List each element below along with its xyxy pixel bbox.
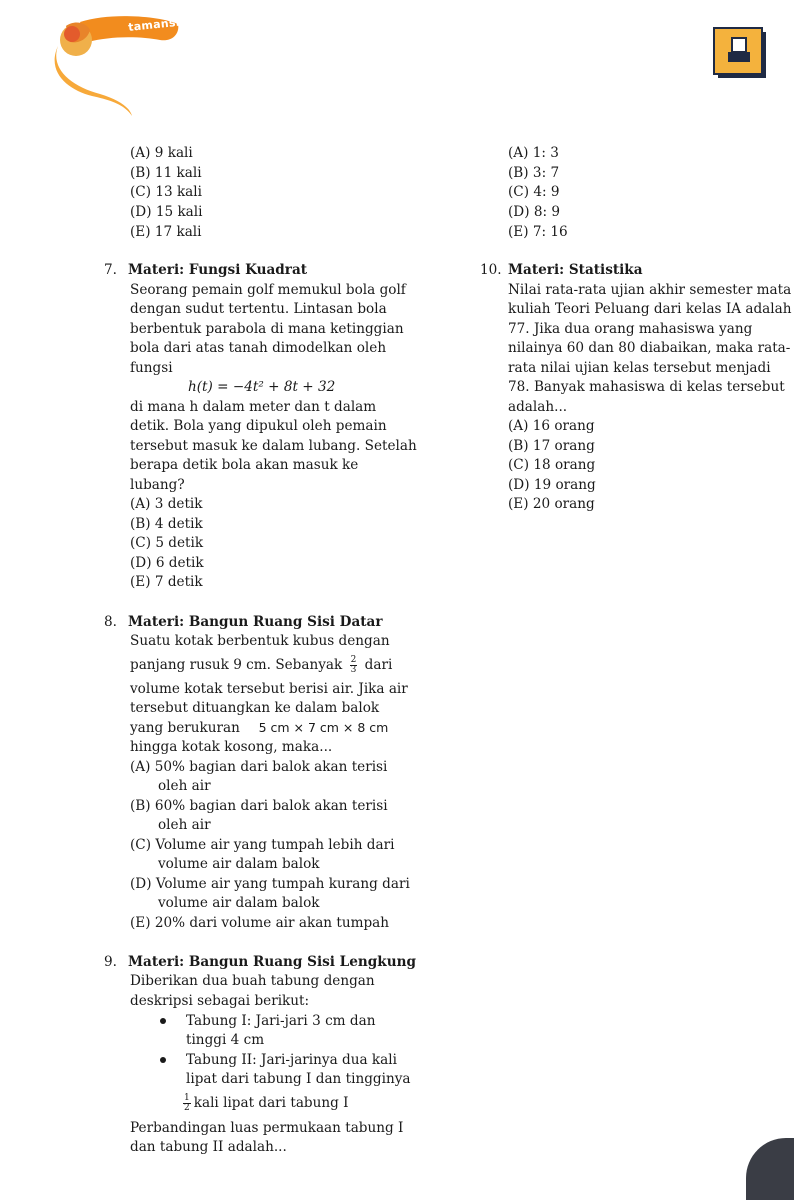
bullet-icon <box>160 1057 166 1063</box>
q8-line-2b: dari <box>364 657 393 673</box>
q8-line-4: tersebut dituangkan ke dalam balok <box>130 700 380 716</box>
q8-option-c[interactable]: (C) Volume air yang tumpah lebih dari <box>130 837 395 853</box>
q8-option-c-cont: volume air dalam balok <box>158 856 320 872</box>
q10-number: 10. <box>480 262 502 278</box>
q10-line-6: 78. Banyak mahasiswa di kelas tersebut <box>508 379 785 395</box>
q7-line-4: bola dari atas tanah dimodelkan oleh <box>130 340 387 356</box>
q8-fraction <box>350 656 358 675</box>
q8-option-b[interactable]: (B) 60% bagian dari balok akan terisi <box>130 798 388 814</box>
q9-bullet-1b: tinggi 4 cm <box>186 1032 265 1048</box>
q7-option-c[interactable]: (C) 5 detik <box>130 535 204 551</box>
q7-heading <box>104 260 307 280</box>
q10-heading <box>480 260 643 280</box>
q9-bullet-2a: Tabung II: Jari-jarinya dua kali <box>186 1052 397 1068</box>
q8-heading <box>104 612 383 632</box>
q10-title: Materi: Statistika <box>508 262 643 278</box>
q6-option-a[interactable]: (A) 9 kali <box>130 145 193 161</box>
q7-line-7: detik. Bola yang dipukul oleh pemain <box>130 418 387 434</box>
q7-option-d[interactable]: (D) 6 detik <box>130 555 204 571</box>
q10-line-5: rata nilai ujian kelas tersebut menjadi <box>508 360 771 376</box>
q10-line-7: adalah... <box>508 399 568 415</box>
q9-line-1: Diberikan dua buah tabung dengan <box>130 973 375 989</box>
q8-line-2a: panjang rusuk 9 cm. Sebanyak <box>130 657 343 673</box>
q9-title: Materi: Bangun Ruang Sisi Lengkung <box>128 954 416 970</box>
q8-dimensions: 5 cm × 7 cm × 8 cm <box>258 720 389 735</box>
q8-option-a-cont: oleh air <box>158 778 211 794</box>
q10-option-d[interactable]: (D) 19 orang <box>508 477 596 493</box>
q10-option-e[interactable]: (E) 20 orang <box>508 496 595 512</box>
q9-bullet-2b: lipat dari tabung I dan tingginya <box>186 1071 411 1087</box>
q10-line-2: kuliah Teori Peluang dari kelas IA adalah <box>508 301 792 317</box>
q7-option-a[interactable]: (A) 3 detik <box>130 496 203 512</box>
q10-line-1: Nilai rata-rata ujian akhir semester mata <box>508 282 792 298</box>
q9-bullet-2c-text: kali lipat dari tabung I <box>193 1095 349 1111</box>
q8-option-e[interactable]: (E) 20% dari volume air akan tumpah <box>130 915 390 931</box>
q7-line-9: berapa detik bola akan masuk ke <box>130 457 359 473</box>
q9-frac-num: 1 <box>184 1093 190 1103</box>
q7-line-6: di mana h dalam meter dan t dalam <box>130 399 377 415</box>
q8-line-1: Suatu kotak berbentuk kubus dengan <box>130 633 390 649</box>
q10-line-3: 77. Jika dua orang mahasiswa yang <box>508 321 753 337</box>
q9-frac-den: 2 <box>184 1103 190 1113</box>
q9prev-option-b[interactable]: (B) 3: 7 <box>508 165 560 181</box>
q9-fraction <box>183 1094 191 1113</box>
q8-option-a[interactable]: (A) 50% bagian dari balok akan terisi <box>130 759 388 775</box>
q7-line-1: Seorang pemain golf memukul bola golf <box>130 282 406 298</box>
bullet-icon <box>160 1018 166 1024</box>
q9-line-4: dan tabung II adalah... <box>130 1139 287 1155</box>
q7-line-8: tersebut masuk ke dalam lubang. Setelah <box>130 438 417 454</box>
q8-frac-num: 2 <box>350 655 357 665</box>
q8-line-3: volume kotak tersebut berisi air. Jika air <box>130 681 408 697</box>
q7-line-2: dengan sudut tertentu. Lintasan bola <box>130 301 387 317</box>
q8-line-6: hingga kotak kosong, maka... <box>130 739 333 755</box>
q8-line-2 <box>130 655 392 675</box>
page-number-box <box>712 26 768 80</box>
q9-number: 9. <box>104 954 117 970</box>
q6-option-b[interactable]: (B) 11 kali <box>130 165 202 181</box>
q9-bullet-2c <box>180 1093 349 1113</box>
q7-line-10: lubang? <box>130 477 185 493</box>
corner-decoration <box>746 1138 794 1200</box>
q6-option-d[interactable]: (D) 15 kali <box>130 204 203 220</box>
q8-line-5 <box>130 718 388 738</box>
q7-title: Materi: Fungsi Kuadrat <box>128 262 308 278</box>
q7-option-b[interactable]: (B) 4 detik <box>130 516 203 532</box>
q8-number: 8. <box>104 614 117 630</box>
tamansiswa-logo <box>40 8 210 118</box>
q10-line-4: nilainya 60 dan 80 diabaikan, maka rata- <box>508 340 791 356</box>
q8-option-d[interactable]: (D) Volume air yang tumpah kurang dari <box>130 876 410 892</box>
q7-line-5: fungsi <box>130 360 173 376</box>
q6-option-c[interactable]: (C) 13 kali <box>130 184 202 200</box>
q9prev-option-a[interactable]: (A) 1: 3 <box>508 145 559 161</box>
q9-line-2: deskripsi sebagai berikut: <box>130 993 310 1009</box>
q8-title: Materi: Bangun Ruang Sisi Datar <box>128 614 383 630</box>
q10-option-a[interactable]: (A) 16 orang <box>508 418 595 434</box>
q9prev-option-c[interactable]: (C) 4: 9 <box>508 184 560 200</box>
q8-line-5a: yang berukuran <box>130 720 240 736</box>
q8-option-d-cont: volume air dalam balok <box>158 895 320 911</box>
q9prev-option-e[interactable]: (E) 7: 16 <box>508 224 568 240</box>
logo-text: tamansiswa <box>127 13 206 34</box>
q7-line-3: berbentuk parabola di mana ketinggian <box>130 321 404 337</box>
q10-option-b[interactable]: (B) 17 orang <box>508 438 595 454</box>
q9prev-option-d[interactable]: (D) 8: 9 <box>508 204 561 220</box>
q9-bullet-1a: Tabung I: Jari-jari 3 cm dan <box>186 1013 376 1029</box>
q8-frac-den: 3 <box>350 665 357 675</box>
q7-number: 7. <box>104 262 117 278</box>
q10-option-c[interactable]: (C) 18 orang <box>508 457 596 473</box>
q7-formula: h(t) = −4t² + 8t + 32 <box>188 379 336 395</box>
q6-option-e[interactable]: (E) 17 kali <box>130 224 202 240</box>
q9-line-3: Perbandingan luas permukaan tabung I <box>130 1120 404 1136</box>
q7-option-e[interactable]: (E) 7 detik <box>130 574 203 590</box>
q9-heading <box>104 952 416 972</box>
q8-option-b-cont: oleh air <box>158 817 211 833</box>
